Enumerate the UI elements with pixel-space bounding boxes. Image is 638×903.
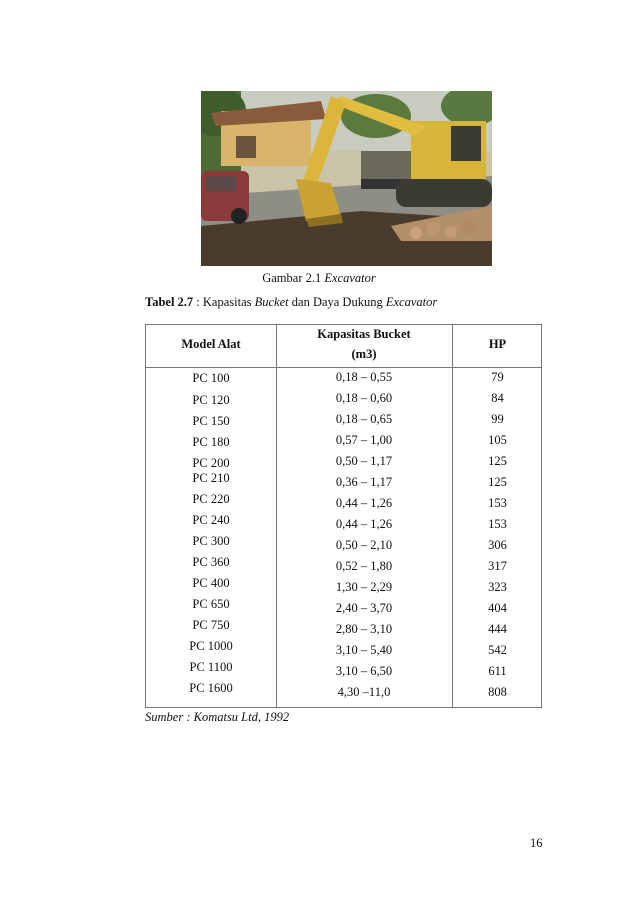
- header-capacity: Kapasitas Bucket: [317, 327, 411, 341]
- cell-model: PC 1600: [189, 681, 233, 695]
- cell-capacity: 0,44 – 1,26: [335, 517, 393, 531]
- cell-capacity: 0,57 – 1,00: [335, 433, 393, 447]
- excavator-photo: [201, 91, 492, 266]
- header-hp: HP: [488, 337, 507, 351]
- page-number: 16: [530, 836, 543, 850]
- cell-capacity: 1,30 – 2,29: [335, 580, 393, 594]
- header-model: Model Alat: [181, 337, 241, 351]
- cell-capacity: 0,18 – 0,65: [335, 412, 393, 426]
- cell-hp: 323: [488, 580, 507, 594]
- cell-capacity: 4,30 –11,0: [337, 685, 391, 699]
- cell-model: PC 200: [192, 456, 230, 470]
- cell-hp: 105: [488, 433, 507, 447]
- cell-capacity: 3,10 – 6,50: [335, 664, 393, 678]
- cell-model: PC 100: [192, 371, 230, 385]
- cell-model: PC 210: [192, 471, 230, 485]
- cell-capacity: 0,36 – 1,17: [335, 475, 393, 489]
- table-title-italic2: Excavator: [385, 295, 438, 309]
- cell-model: PC 1100: [189, 660, 233, 674]
- excavator-photo-drawing: [201, 91, 492, 266]
- cell-hp: 404: [488, 601, 507, 615]
- table-title-text1: : Kapasitas: [193, 295, 255, 309]
- cell-model: PC 650: [192, 597, 230, 611]
- caption-prefix: Gambar 2.1: [262, 271, 325, 285]
- cell-capacity: 3,10 – 5,40: [335, 643, 393, 657]
- cell-hp: 84: [491, 391, 504, 405]
- table-label: Tabel 2.7: [145, 295, 194, 309]
- cell-hp: 317: [488, 559, 507, 573]
- cell-hp: 125: [488, 475, 507, 489]
- cell-hp: 99: [491, 412, 504, 426]
- cell-capacity: 0,50 – 1,17: [335, 454, 393, 468]
- cell-hp: 542: [488, 643, 507, 657]
- cell-capacity: 0,18 – 0,55: [335, 370, 393, 384]
- cell-hp: 125: [488, 454, 507, 468]
- caption-italic: Excavator: [324, 271, 376, 285]
- cell-model: PC 180: [192, 435, 230, 449]
- cell-model: PC 1000: [189, 639, 233, 653]
- cell-capacity: 0,44 – 1,26: [335, 496, 393, 510]
- cell-capacity: 0,50 – 2,10: [335, 538, 393, 552]
- cell-model: PC 360: [192, 555, 230, 569]
- cell-capacity: 0,18 – 0,60: [335, 391, 393, 405]
- header-capacity-unit: (m3): [351, 347, 377, 361]
- cell-model: PC 120: [192, 393, 230, 407]
- table-title-italic1: Bucket: [254, 295, 289, 309]
- cell-model: PC 220: [192, 492, 230, 506]
- table-title-text2: dan Daya Dukung: [288, 295, 386, 309]
- figure-caption: [0, 271, 638, 286]
- cell-capacity: 2,40 – 3,70: [335, 601, 393, 615]
- header-divider: [146, 367, 541, 368]
- table-title: [145, 295, 437, 310]
- cell-hp: 444: [488, 622, 507, 636]
- cell-hp: 611: [488, 664, 507, 678]
- cell-hp: 808: [488, 685, 507, 699]
- cell-model: PC 150: [192, 414, 230, 428]
- cell-capacity: 0,52 – 1,80: [335, 559, 393, 573]
- cell-model: PC 400: [192, 576, 230, 590]
- table-source: Sumber : Komatsu Ltd, 1992: [145, 710, 290, 724]
- cell-hp: 306: [488, 538, 507, 552]
- excavator-capacity-table: [145, 324, 542, 708]
- cell-capacity: 2,80 – 3,10: [335, 622, 393, 636]
- cell-hp: 153: [488, 496, 507, 510]
- cell-model: PC 240: [192, 513, 230, 527]
- cell-model: PC 300: [192, 534, 230, 548]
- cell-hp: 79: [491, 370, 504, 384]
- cell-hp: 153: [488, 517, 507, 531]
- cell-model: PC 750: [192, 618, 230, 632]
